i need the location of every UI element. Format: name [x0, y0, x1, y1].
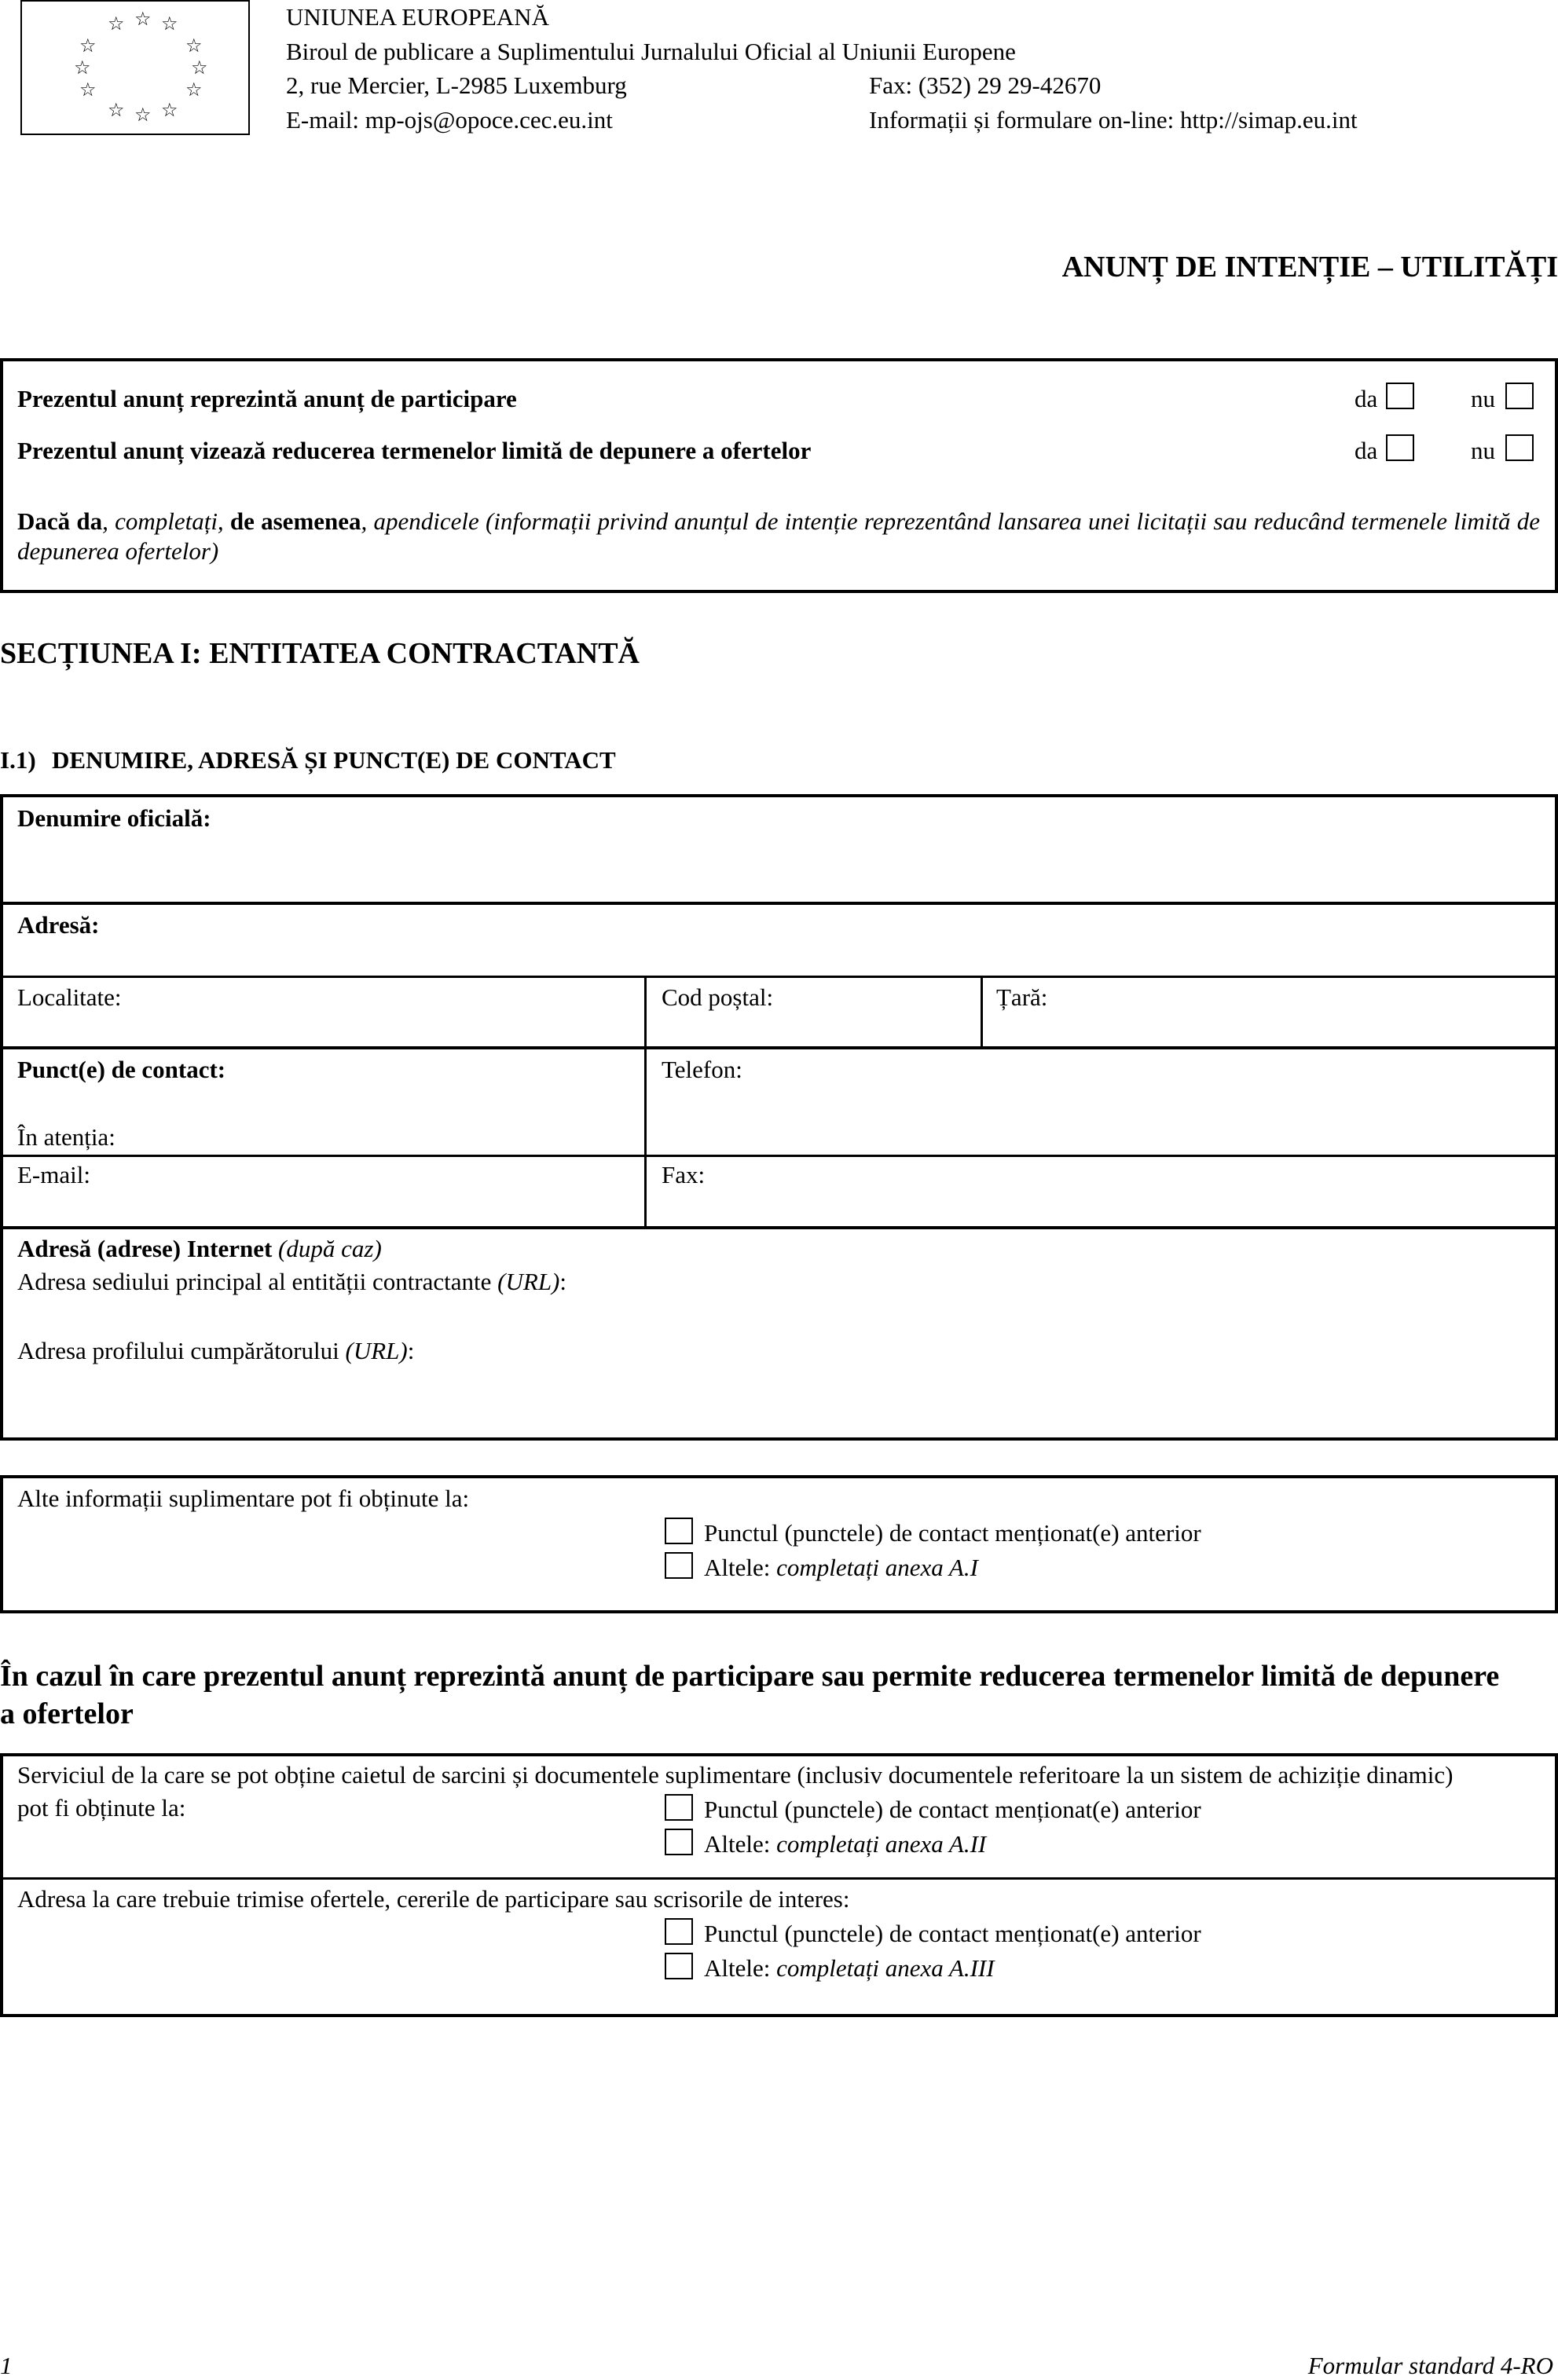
country-label: Țară:	[996, 983, 1048, 1011]
specs-label-line2: pot fi obținute la:	[17, 1794, 186, 1822]
main-url-text: Adresa sediului principal al entității contractante	[17, 1268, 498, 1295]
header-email: E-mail: mp-ojs@opoce.cec.eu.int	[286, 106, 613, 134]
more-info-label: Alte informații suplimentare pot fi obținute la:	[17, 1485, 470, 1512]
specs-other-option	[704, 1830, 986, 1858]
more-info-other-checkbox[interactable]	[665, 1552, 693, 1579]
main-url-colon: :	[559, 1268, 567, 1295]
intro-q2-da-checkbox[interactable]	[1386, 434, 1414, 461]
intro-question-participation: Prezentul anunț reprezintă anunț de participare	[17, 385, 517, 412]
buyer-url-text: Adresa profilului cumpărătorului	[17, 1337, 346, 1364]
specs-other-checkbox[interactable]	[665, 1829, 693, 1855]
main-url-paren: (URL)	[497, 1268, 560, 1295]
internet-label: Adresă (adrese) Internet	[17, 1235, 273, 1262]
tenders-other-option	[704, 1954, 995, 1983]
subsection-title: DENUMIRE, ADRESĂ ȘI PUNCT(E) DE CONTACT	[52, 746, 616, 774]
subsection-number: I.1)	[0, 746, 36, 774]
email-label: E-mail:	[17, 1161, 90, 1188]
specs-contact-option: Punctul (punctele) de contact menționat(e) anterior	[704, 1796, 1201, 1823]
main-url-label	[17, 1268, 566, 1296]
intro-note-line1	[17, 507, 1540, 536]
internet-note: (după caz)	[272, 1235, 382, 1262]
intro-q2-da-label: da	[1355, 437, 1378, 464]
specs-contact-checkbox[interactable]	[665, 1794, 693, 1821]
tenders-other-annex: completați anexa A.III	[776, 1954, 995, 1982]
tenders-contact-option: Punctul (punctele) de contact menționat(e) anterior	[704, 1920, 1201, 1947]
more-info-other-annex: completați anexa A.I	[776, 1554, 978, 1581]
intro-q1-nu-checkbox[interactable]	[1505, 383, 1534, 409]
document-title: ANUNȚ DE INTENȚIE – UTILITĂȚI	[1061, 251, 1558, 284]
header-office: Biroul de publicare a Suplimentului Jurnalului Oficial al Uniunii Europene	[286, 38, 1016, 65]
fax-label: Fax:	[662, 1161, 706, 1188]
intro-q2-nu-checkbox[interactable]	[1505, 434, 1534, 461]
section-title: SECȚIUNEA I: ENTITATEA CONTRACTANTĂ	[0, 637, 640, 670]
header-fax: Fax: (352) 29 29-42670	[869, 71, 1102, 99]
intro-q1-da-checkbox[interactable]	[1386, 383, 1414, 409]
intro-note-complete: , completați,	[102, 507, 230, 535]
internet-heading	[17, 1235, 382, 1263]
official-name-label: Denumire oficială:	[17, 804, 211, 832]
header-org: UNIUNEA EUROPEANĂ	[286, 3, 549, 31]
tenders-other-text: Altele:	[704, 1954, 777, 1982]
tenders-label: Adresa la care trebuie trimise ofertele, cererile de participare sau scrisorile de interes:	[17, 1885, 850, 1913]
header-online: Informații și formulare on-line: http://simap.eu.int	[869, 106, 1358, 134]
address-field[interactable]	[6, 939, 1551, 974]
intro-note-rest: , apendicele (informații privind anunțul de intenție reprezentând lansarea unei licitații sau reducând termenele limită de	[361, 507, 1541, 535]
more-info-other-text: Altele:	[704, 1554, 777, 1581]
case-heading-line2: a ofertelor	[0, 1697, 134, 1730]
more-info-contact-checkbox[interactable]	[665, 1518, 693, 1544]
specs-other-text: Altele:	[704, 1830, 777, 1858]
official-name-field[interactable]	[6, 836, 1551, 899]
case-heading-line1: În cazul în care prezentul anunț reprezintă anunț de participare sau permite reducerea termenelor limită de depunere	[0, 1660, 1500, 1693]
specs-label-line1: Serviciul de la care se pot obține caietul de sarcini și documentele suplimentare (inclusiv documentele referitoare la un sistem de achiziție dinamic)	[17, 1761, 1454, 1789]
header-address: 2, rue Mercier, L-2985 Luxemburg	[286, 71, 627, 99]
intro-q2-nu-label: nu	[1471, 437, 1495, 464]
contact-points-label: Punct(e) de contact:	[17, 1056, 226, 1083]
eu-logo: ☆ ☆ ☆ ☆ ☆ ☆ ☆ ☆ ☆ ☆ ☆ ☆	[20, 0, 250, 135]
address-label: Adresă:	[17, 911, 100, 939]
intro-q1-da-label: da	[1355, 385, 1378, 412]
buyer-url-label	[17, 1337, 414, 1365]
page-number: 1	[0, 2352, 13, 2379]
buyer-url-colon: :	[407, 1337, 415, 1364]
form-identifier: Formular standard 4-RO	[1307, 2352, 1553, 2379]
intro-note-line2: depunerea ofertelor)	[17, 537, 219, 565]
intro-note-also: de asemenea	[229, 507, 361, 535]
more-info-contact-option: Punctul (punctele) de contact menționat(e) anterior	[704, 1519, 1201, 1547]
buyer-url-paren: (URL)	[345, 1337, 408, 1364]
intro-q1-nu-label: nu	[1471, 385, 1495, 412]
locality-label: Localitate:	[17, 983, 122, 1011]
more-info-other-option	[704, 1554, 978, 1582]
attention-label: În atenția:	[17, 1123, 115, 1151]
intro-question-reduction: Prezentul anunț vizează reducerea termenelor limită de depunere a ofertelor	[17, 437, 812, 464]
postal-code-label: Cod poștal:	[662, 983, 774, 1011]
tenders-contact-checkbox[interactable]	[665, 1918, 693, 1945]
specs-other-annex: completați anexa A.II	[776, 1830, 987, 1858]
tenders-other-checkbox[interactable]	[665, 1953, 693, 1979]
intro-note-if-yes: Dacă da	[17, 507, 103, 535]
telephone-label: Telefon:	[662, 1056, 742, 1083]
